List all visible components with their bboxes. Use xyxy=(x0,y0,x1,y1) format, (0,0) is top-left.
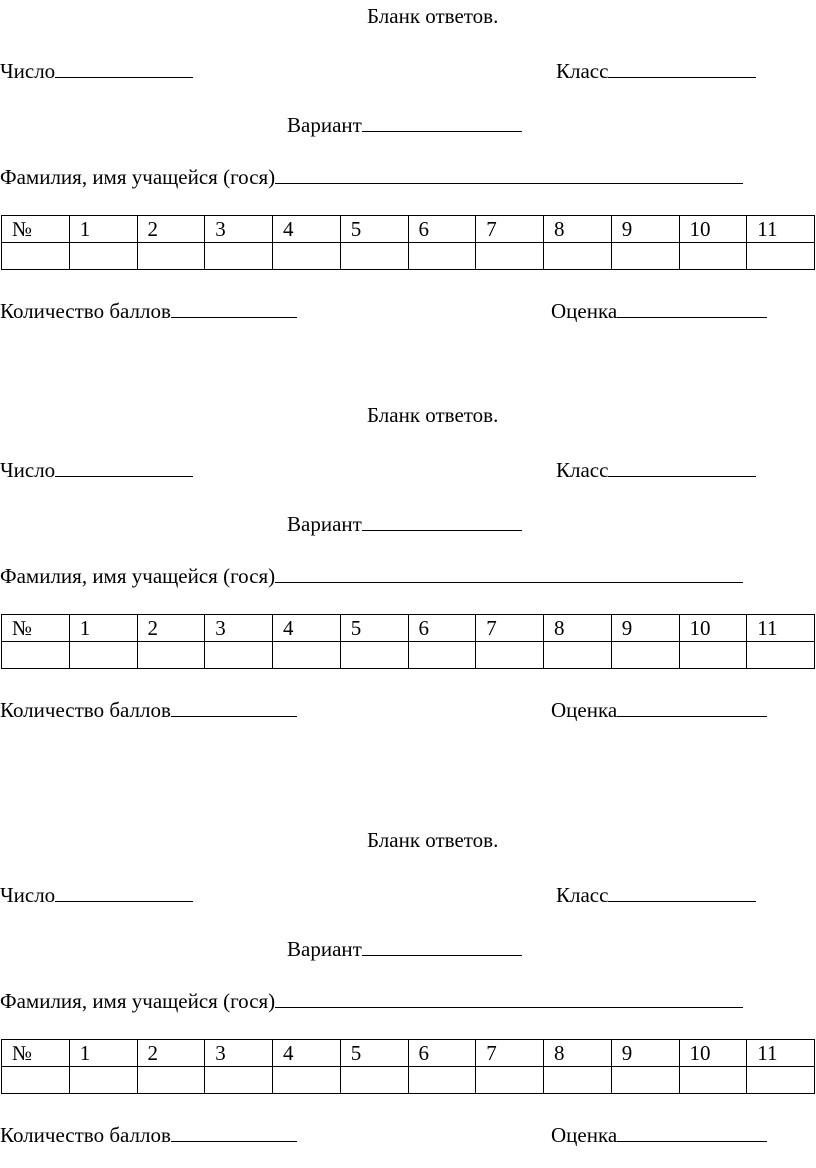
grade-blank-line[interactable] xyxy=(617,1123,767,1142)
table-header-cell: 2 xyxy=(137,1040,205,1067)
answer-cell[interactable] xyxy=(340,243,408,270)
table-header-cell: 10 xyxy=(679,1040,747,1067)
variant-blank-line[interactable] xyxy=(362,113,522,132)
table-header-cell: 5 xyxy=(340,1040,408,1067)
answer-cell[interactable] xyxy=(273,243,341,270)
class-field[interactable] xyxy=(556,458,756,482)
answer-cell[interactable] xyxy=(273,642,341,669)
answer-cell[interactable] xyxy=(408,642,476,669)
class-blank-line[interactable] xyxy=(608,458,756,477)
table-header-cell: 7 xyxy=(476,615,544,642)
form-title: Бланк ответов. xyxy=(367,4,499,28)
score-label: Количество баллов xyxy=(0,1123,171,1147)
grade-field[interactable] xyxy=(551,299,767,323)
variant-field[interactable] xyxy=(287,512,522,536)
answer-cell[interactable] xyxy=(544,642,612,669)
date-label: Число xyxy=(0,883,56,907)
grade-field[interactable] xyxy=(551,1123,767,1147)
score-blank-line[interactable] xyxy=(171,698,297,717)
date-field[interactable] xyxy=(0,59,193,83)
answer-cell[interactable] xyxy=(340,1067,408,1094)
answer-cell[interactable] xyxy=(611,1067,679,1094)
answer-cell[interactable] xyxy=(69,243,137,270)
variant-label: Вариант xyxy=(287,512,362,536)
table-header-cell: 11 xyxy=(747,1040,815,1067)
answer-cell[interactable] xyxy=(137,1067,205,1094)
answer-cell[interactable] xyxy=(747,642,815,669)
table-header-cell: 9 xyxy=(611,1040,679,1067)
answers-header-row xyxy=(2,216,815,243)
variant-label: Вариант xyxy=(287,937,362,961)
score-blank-line[interactable] xyxy=(171,1123,297,1142)
variant-label: Вариант xyxy=(287,113,362,137)
answer-cell[interactable] xyxy=(679,243,747,270)
table-header-cell: № xyxy=(2,216,70,243)
grade-blank-line[interactable] xyxy=(617,698,767,717)
table-header-cell: 6 xyxy=(408,216,476,243)
table-header-cell: 4 xyxy=(273,1040,341,1067)
score-label: Количество баллов xyxy=(0,299,171,323)
class-label: Класс xyxy=(556,458,609,482)
table-header-cell: № xyxy=(2,1040,70,1067)
table-header-cell: 7 xyxy=(476,1040,544,1067)
form-title: Бланк ответов. xyxy=(367,403,499,427)
student-name-blank-line[interactable] xyxy=(275,165,743,184)
table-header-cell: 11 xyxy=(747,615,815,642)
table-header-cell: 3 xyxy=(205,615,273,642)
answers-header-row xyxy=(2,1040,815,1067)
variant-field[interactable] xyxy=(287,937,522,961)
answer-cell[interactable] xyxy=(611,642,679,669)
date-blank-line[interactable] xyxy=(55,883,193,902)
student-name-blank-line[interactable] xyxy=(275,989,743,1008)
answer-form-2 xyxy=(0,403,816,743)
table-header-cell: 6 xyxy=(408,1040,476,1067)
grade-label: Оценка xyxy=(551,299,618,323)
date-label: Число xyxy=(0,59,56,83)
table-header-cell: 5 xyxy=(340,216,408,243)
grade-label: Оценка xyxy=(551,698,618,722)
class-label: Класс xyxy=(556,59,609,83)
variant-blank-line[interactable] xyxy=(362,512,522,531)
score-field[interactable] xyxy=(0,299,297,323)
date-blank-line[interactable] xyxy=(55,458,193,477)
date-field[interactable] xyxy=(0,458,193,482)
table-header-cell: 11 xyxy=(747,216,815,243)
variant-blank-line[interactable] xyxy=(362,937,522,956)
student-name-label: Фамилия, имя учащейся (гося) xyxy=(0,165,276,189)
answer-cell[interactable] xyxy=(69,642,137,669)
student-name-label: Фамилия, имя учащейся (гося) xyxy=(0,564,276,588)
table-header-cell: 2 xyxy=(137,615,205,642)
score-field[interactable] xyxy=(0,698,297,722)
class-field[interactable] xyxy=(556,883,756,907)
answer-cell[interactable] xyxy=(679,642,747,669)
class-field[interactable] xyxy=(556,59,756,83)
answer-cell[interactable] xyxy=(2,1067,70,1094)
table-header-cell: 5 xyxy=(340,615,408,642)
answer-form-1 xyxy=(0,4,816,344)
student-name-field[interactable] xyxy=(0,564,743,588)
answers-table xyxy=(1,1039,815,1094)
table-header-cell: 8 xyxy=(544,216,612,243)
answer-cell[interactable] xyxy=(408,1067,476,1094)
answer-cell[interactable] xyxy=(2,243,70,270)
table-header-cell: 1 xyxy=(69,615,137,642)
form-title: Бланк ответов. xyxy=(367,828,499,852)
grade-field[interactable] xyxy=(551,698,767,722)
answer-cell[interactable] xyxy=(69,1067,137,1094)
date-blank-line[interactable] xyxy=(55,59,193,78)
table-header-cell: 8 xyxy=(544,1040,612,1067)
answers-table xyxy=(1,614,815,669)
answer-cell[interactable] xyxy=(137,642,205,669)
table-header-cell: 8 xyxy=(544,615,612,642)
answer-cell[interactable] xyxy=(273,1067,341,1094)
answer-form-3 xyxy=(0,828,816,1168)
score-field[interactable] xyxy=(0,1123,297,1147)
score-label: Количество баллов xyxy=(0,698,171,722)
table-header-cell: 1 xyxy=(69,1040,137,1067)
answer-cell[interactable] xyxy=(340,642,408,669)
table-header-cell: 3 xyxy=(205,1040,273,1067)
table-header-cell: 9 xyxy=(611,216,679,243)
score-blank-line[interactable] xyxy=(171,299,297,318)
student-name-field[interactable] xyxy=(0,989,743,1013)
answer-cell[interactable] xyxy=(205,1067,273,1094)
table-header-cell: № xyxy=(2,615,70,642)
table-header-cell: 4 xyxy=(273,615,341,642)
answer-cell[interactable] xyxy=(747,1067,815,1094)
class-blank-line[interactable] xyxy=(608,883,756,902)
answer-cell[interactable] xyxy=(205,642,273,669)
table-header-cell: 2 xyxy=(137,216,205,243)
grade-blank-line[interactable] xyxy=(617,299,767,318)
table-header-cell: 10 xyxy=(679,615,747,642)
answer-cell[interactable] xyxy=(408,243,476,270)
table-header-cell: 3 xyxy=(205,216,273,243)
answers-input-row xyxy=(2,642,815,669)
table-header-cell: 7 xyxy=(476,216,544,243)
class-label: Класс xyxy=(556,883,609,907)
answers-header-row xyxy=(2,615,815,642)
answer-cell[interactable] xyxy=(205,243,273,270)
date-field[interactable] xyxy=(0,883,193,907)
table-header-cell: 1 xyxy=(69,216,137,243)
answer-cell[interactable] xyxy=(747,243,815,270)
student-name-blank-line[interactable] xyxy=(275,564,743,583)
answer-cell[interactable] xyxy=(679,1067,747,1094)
answer-cell[interactable] xyxy=(544,1067,612,1094)
answer-cell[interactable] xyxy=(544,243,612,270)
answer-cell[interactable] xyxy=(476,243,544,270)
date-label: Число xyxy=(0,458,56,482)
table-header-cell: 6 xyxy=(408,615,476,642)
class-blank-line[interactable] xyxy=(608,59,756,78)
answer-cell[interactable] xyxy=(2,642,70,669)
variant-field[interactable] xyxy=(287,113,522,137)
student-name-label: Фамилия, имя учащейся (гося) xyxy=(0,989,276,1013)
answers-input-row xyxy=(2,243,815,270)
table-header-cell: 4 xyxy=(273,216,341,243)
answer-cell[interactable] xyxy=(611,243,679,270)
answer-cell[interactable] xyxy=(137,243,205,270)
table-header-cell: 9 xyxy=(611,615,679,642)
answer-cell[interactable] xyxy=(476,1067,544,1094)
student-name-field[interactable] xyxy=(0,165,743,189)
answers-input-row xyxy=(2,1067,815,1094)
grade-label: Оценка xyxy=(551,1123,618,1147)
table-header-cell: 10 xyxy=(679,216,747,243)
answer-cell[interactable] xyxy=(476,642,544,669)
answers-table xyxy=(1,215,815,270)
